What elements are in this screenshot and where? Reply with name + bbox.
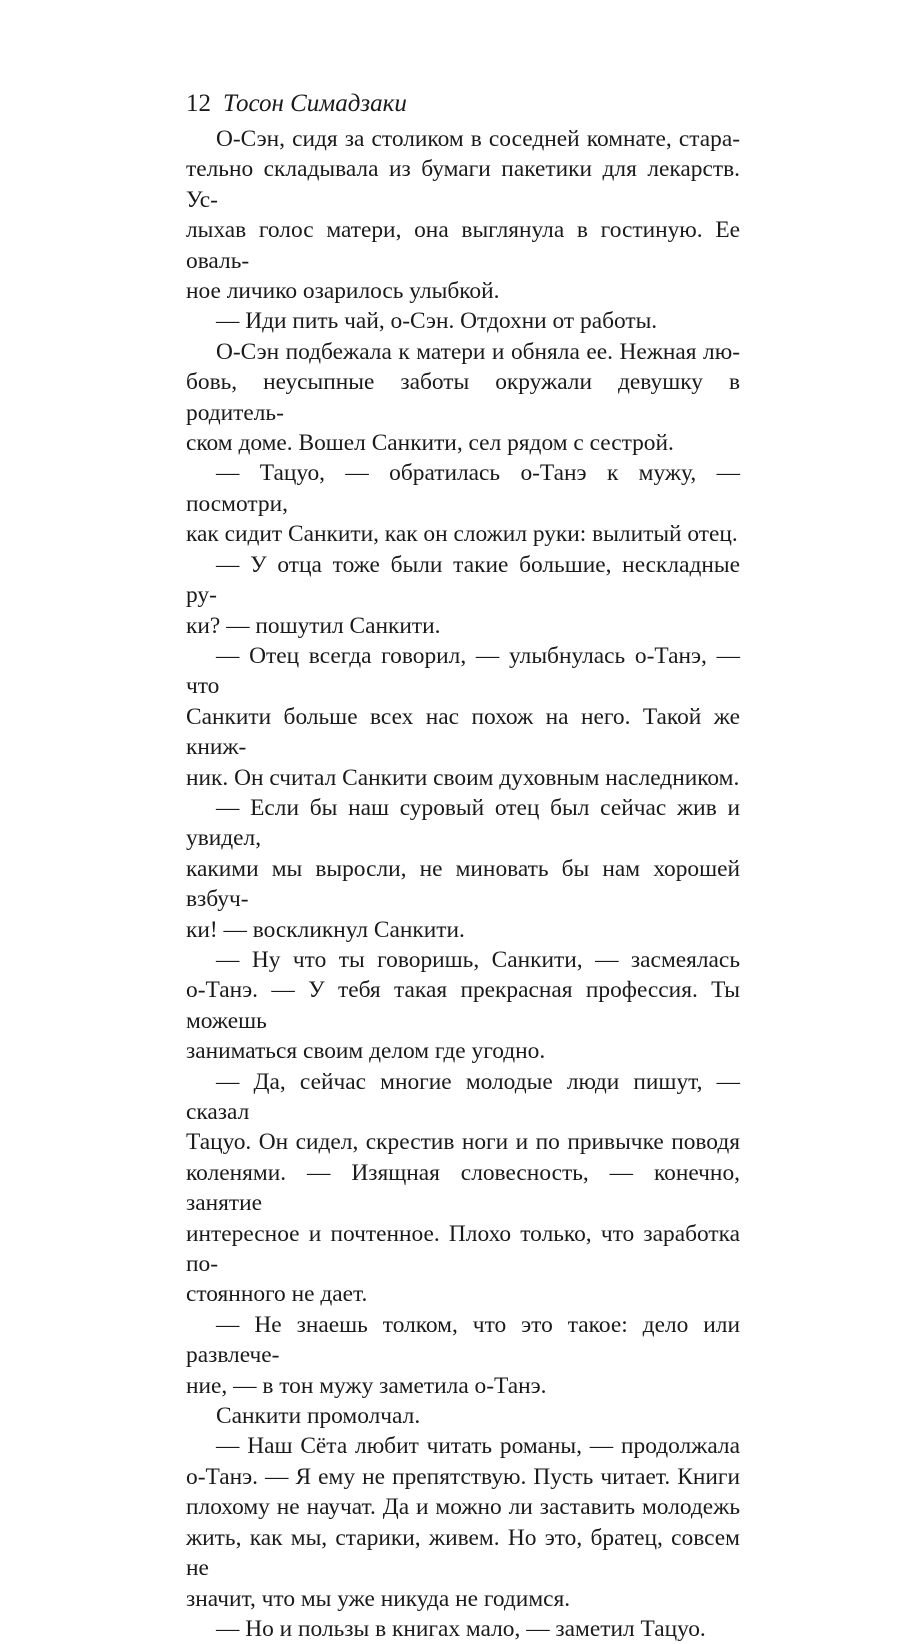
book-page [186, 84, 740, 1644]
text-line: Санкити промолчал. [216, 1403, 421, 1430]
text-line: интересное и почтенное. Плохо только, что заработка по- [186, 1220, 740, 1278]
text-line: — У отца тоже были такие большие, нескладные ру- [186, 551, 740, 609]
paragraph [186, 337, 740, 459]
text-line: — Но и пользы в книгах мало, — заметил Тацуо. [216, 1615, 706, 1642]
text-line: плохому не научат. Да и можно ли заставить молодежь [186, 1494, 740, 1521]
text-line: лыхав голос матери, она выглянула в гостиную. Ее оваль- [186, 217, 740, 274]
text-line: ное личико озарилось улыбкой. [186, 278, 500, 305]
paragraph [186, 550, 740, 641]
text-line: — Не знаешь толком, что это такое: дело или развлече- [186, 1311, 740, 1369]
paragraph [186, 1431, 740, 1613]
text-line: ки? — пошутил Санкити. [186, 612, 441, 639]
page-header [186, 84, 740, 124]
paragraph [186, 1310, 740, 1401]
body-text [186, 124, 740, 1644]
text-line: ки! — воскликнул Санкити. [186, 916, 465, 943]
text-line: ние, — в тон мужу заметила о-Танэ. [186, 1372, 547, 1399]
text-line: значит, что мы уже никуда не годимся. [186, 1585, 571, 1612]
text-line: о-Танэ. — У тебя такая прекрасная профессия. Ты можешь [186, 977, 740, 1034]
text-line: какими мы выросли, не миновать бы нам хорошей взбуч- [186, 855, 740, 913]
text-line: ском доме. Вошел Санкити, сел рядом с сестрой. [186, 430, 674, 457]
text-line: — Да, сейчас многие молодые люди пишут, — сказал [186, 1068, 740, 1125]
text-line: о-Танэ. — Я ему не препятствую. Пусть читает. Книги [186, 1463, 740, 1490]
paragraph [186, 1614, 740, 1644]
text-line: — Если бы наш суровый отец был сейчас жив и увидел, [186, 794, 740, 852]
running-title: Тосон Симадзаки [223, 90, 407, 117]
text-line: — Иди пить чай, о-Сэн. Отдохни от работы. [216, 308, 658, 335]
paragraph [186, 124, 740, 306]
paragraph [186, 1067, 740, 1310]
text-line: — Наш Сёта любит читать романы, — продолжала [216, 1433, 740, 1460]
text-line: ник. Он считал Санкити своим духовным наследником. [186, 764, 740, 791]
paragraph [186, 641, 740, 793]
paragraph [186, 1401, 740, 1431]
text-line: заниматься своим делом где угодно. [186, 1038, 546, 1065]
text-line: как сидит Санкити, как он сложил руки: вылитый отец. [186, 521, 738, 548]
text-line: Санкити больше всех нас похож на него. Такой же книж- [186, 703, 740, 761]
text-line: О-Сэн, сидя за столиком в соседней комнате, стара- [216, 126, 740, 152]
text-line: О-Сэн подбежала к матери и обняла ее. Нежная лю- [216, 338, 740, 365]
text-line: — Ну что ты говоришь, Санкити, — засмеялась [216, 946, 740, 973]
paragraph [186, 793, 740, 945]
text-line: — Тацуо, — обратилась о-Танэ к мужу, — посмотри, [186, 460, 740, 517]
paragraph [186, 306, 740, 336]
paragraph [186, 458, 740, 549]
text-line: коленями. — Изящная словесность, — конечно, занятие [186, 1159, 740, 1217]
text-line: стоянного не дает. [186, 1281, 368, 1308]
text-line: бовь, неусыпные заботы окружали девушку в родитель- [186, 369, 740, 426]
text-line: жить, как мы, старики, живем. Но это, братец, совсем не [186, 1524, 740, 1582]
text-line: тельно складывала из бумаги пакетики для лекарств. Ус- [186, 156, 740, 213]
text-line: — Отец всегда говорил, — улыбнулась о-Танэ, — что [186, 642, 740, 700]
text-line: Тацуо. Он сидел, скрестив ноги и по привычке поводя [186, 1129, 740, 1156]
page-number: 12 [186, 90, 211, 117]
paragraph [186, 945, 740, 1067]
